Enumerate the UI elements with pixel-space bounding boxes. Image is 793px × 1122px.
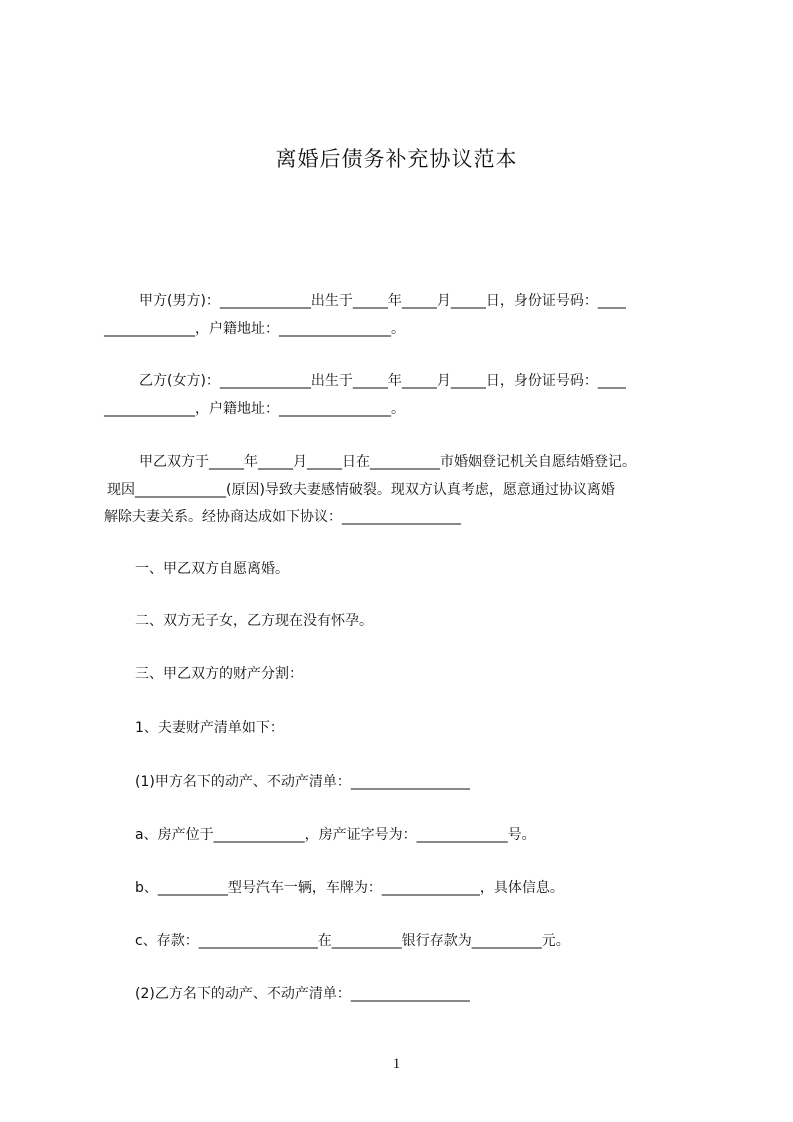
document-title: 离婚后债务补充协议范本	[275, 147, 518, 171]
clause-3-subitem-c: c、存款：_________________在__________银行存款为__________元。	[135, 933, 570, 949]
intro-line-2: 现因_____________(原因)导致夫妻感情破裂。现双方认真考虑，愿意通过协议离婚	[107, 482, 615, 498]
clause-1: 一、甲乙双方自愿离婚。	[135, 561, 289, 577]
party-b-line-2: _____________，户籍地址：________________。	[104, 401, 405, 417]
party-b-line-1: 乙方(女方)：_____________出生于_____年_____月_____日，身份证号码：____	[139, 373, 626, 389]
clause-3-subitem-2: (2)乙方名下的动产、不动产清单：_________________	[135, 986, 470, 1002]
intro-line-3: 解除夫妻关系。经协商达成如下协议：_________________	[104, 509, 461, 525]
clause-3-subitem-b: b、__________型号汽车一辆，车牌为：______________，具体信息。	[135, 880, 564, 896]
intro-line-1: 甲乙双方于_____年_____月_____日在__________市婚姻登记机关自愿结婚登记。	[139, 454, 636, 470]
clause-3: 三、甲乙双方的财产分割：	[135, 666, 303, 682]
party-a-line-2: _____________，户籍地址：________________。	[104, 321, 405, 337]
clause-3-subitem-1: (1)甲方名下的动产、不动产清单：_________________	[135, 774, 470, 790]
page-number: 1	[392, 1056, 401, 1072]
clause-3-item-1: 1、夫妻财产清单如下：	[135, 720, 284, 736]
clause-2: 二、双方无子女，乙方现在没有怀孕。	[135, 613, 373, 629]
party-a-line-1: 甲方(男方)：_____________出生于_____年_____月_____日，身份证号码：____	[139, 293, 626, 309]
clause-3-subitem-a: a、房产位于_____________，房产证字号为：_____________号。	[135, 827, 536, 843]
